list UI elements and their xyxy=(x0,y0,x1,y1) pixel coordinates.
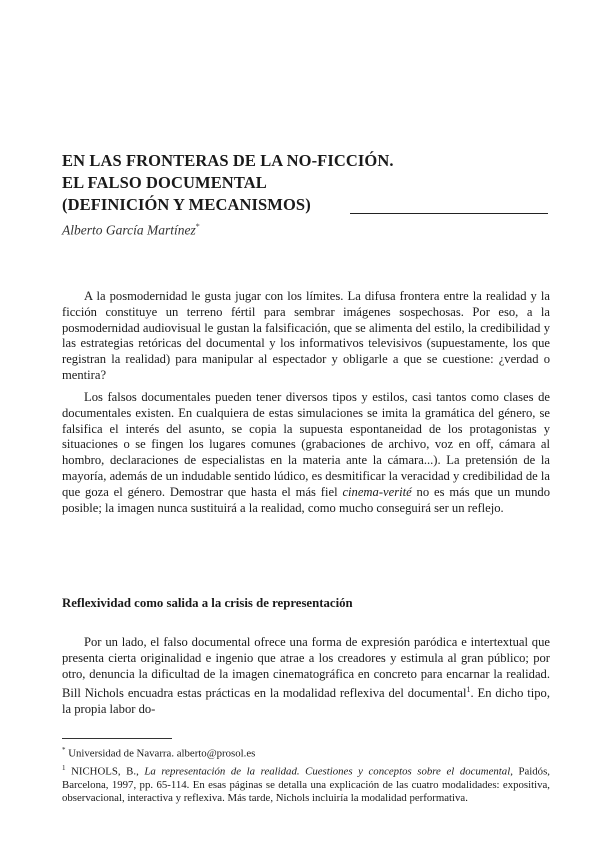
article-title xyxy=(62,150,542,216)
paragraph-3-part-a: Por un lado, el falso documental ofrece una forma de expresión paródica e intertextual que presenta cierta originalidad e ingenio que atrae a los creadores y estimula al gran público; por otro, denuncia la dificultad de la imagen cinematográfica en concreto para encarnar la realidad. Bill Nichols encuadra estas prácticas en la modalidad reflexiva del documental xyxy=(62,635,550,701)
paragraph-2-part-b: no es más que un mundo posible; la imagen nunca sustituirá a la realidad, como mucho conseguirá ser un reflejo. xyxy=(62,484,550,515)
title-line-3: (DEFINICIÓN Y MECANISMOS) xyxy=(62,195,311,214)
paragraph-1: A la posmodernidad le gusta jugar con los límites. La difusa frontera entre la realidad y la ficción constituye un terreno fértil para sembrar imágenes sospechosas. Por eso, a la posmodernidad audiovisual le gustan la falsificación, que se alimenta del estilo, la credibilidad y las estrategias retóricas del documental y los informativos televisivos (supuestamente, los que registran la realidad) para manipular al espectador y obligarle a que se cuestione: ¿verdad o mentira? xyxy=(62,289,550,382)
author-footnote-marker: * xyxy=(195,222,200,231)
paragraph-2-emphasis: cinema-verité xyxy=(342,484,412,499)
footnote-1-part-a: NICHOLS, B., xyxy=(65,765,145,778)
paragraph-2-part-a: Los falsos documentales pueden tener diversos tipos y estilos, casi tantos como clases de documentales existen. En cualquiera de estas simulaciones se imita la gramática del género, se falsifica el interés del asunto, se copia la supuesta espontaneidad de los protagonistas y situaciones o se fingen los lugares comunes (grabaciones de archivo, voz en off, cámara al hombro, declaraciones de especialistas en la materia ante la cámara...). La pretensión de la mayoría, además de un indudable sentido lúdico, es desmitificar la veracidad y credibilidad de la que goza el género. Demostrar que hasta el más fiel xyxy=(62,390,550,499)
footnote-author-marker: * xyxy=(62,746,66,754)
title-line-1: EN LAS FRONTERAS DE LA NO-FICCIÓN. xyxy=(62,151,394,170)
section-heading: Reflexividad como salida a la crisis de representación xyxy=(62,596,353,610)
footnote-divider xyxy=(62,738,172,739)
footnote-author xyxy=(62,744,550,761)
footnote-author-text: Universidad de Navarra. alberto@prosol.es xyxy=(65,747,256,760)
footnote-1 xyxy=(62,762,550,806)
footnote-1-marker: 1 xyxy=(62,764,66,772)
title-line-2: EL FALSO DOCUMENTAL xyxy=(62,173,267,192)
footnote-reference-1: 1 xyxy=(466,685,471,695)
footnotes xyxy=(62,744,550,807)
title-rule-divider xyxy=(350,213,548,214)
paragraph-3-part-b: . En dicho tipo, la propia labor do- xyxy=(62,686,550,717)
paragraph-2 xyxy=(62,390,550,516)
author-byline xyxy=(62,222,200,239)
footnote-1-part-b: , Paidós, Barcelona, 1997, pp. 65-114. En esas páginas se detalla una explicación de las cuatro modalidades: expositiva, observacional, interactiva y reflexiva. Más tarde, Nichols incluiría la modalidad performativa. xyxy=(62,765,550,805)
author-name: Alberto García Martínez xyxy=(62,222,196,238)
footnote-1-book-title: La representación de la realidad. Cuestiones y conceptos sobre el documental xyxy=(144,765,511,778)
paragraph-3 xyxy=(62,635,550,718)
